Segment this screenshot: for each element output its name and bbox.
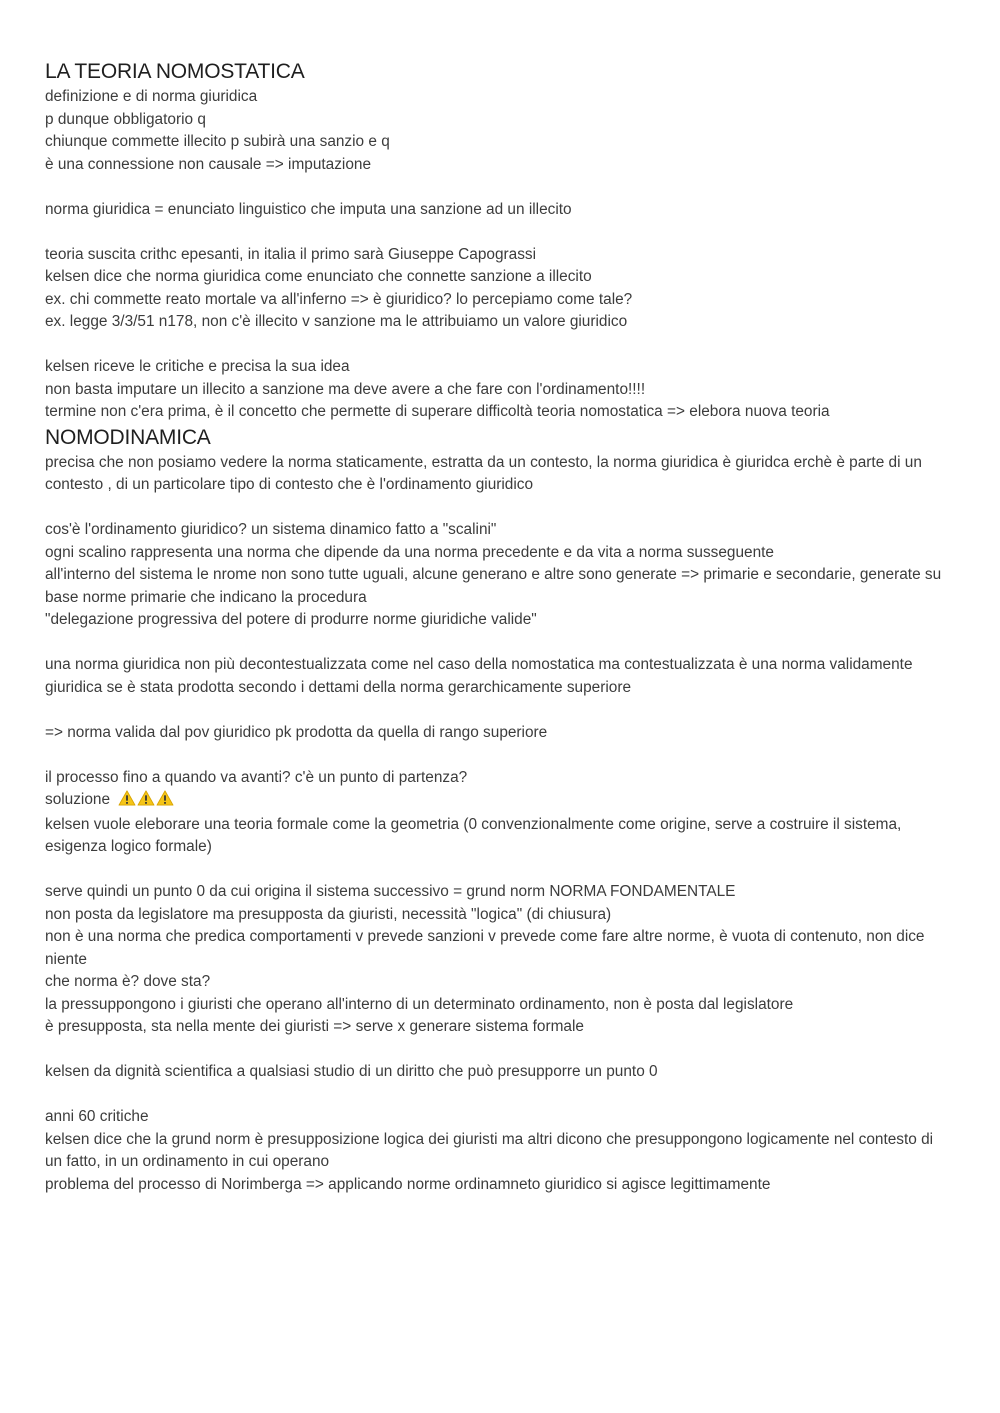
text-line: p dunque obbligatorio q — [45, 110, 206, 128]
document-page — [45, 58, 945, 1196]
text-line: kelsen riceve le critiche e precisa la sua idea — [45, 358, 350, 375]
text-line: serve quindi un punto 0 da cui origina il sistema successivo = grund norm NORMA FONDAMENTALE — [45, 883, 736, 900]
section-body-nomodinamica-part1 — [45, 452, 945, 790]
blank-line — [45, 176, 945, 199]
text-line: all'interno del sistema le nrome non sono tutte uguali, alcune generano e altre sono generate => primarie e secondarie, generate su base norme primarie che indicano la procedura — [45, 566, 942, 606]
warning-icons — [118, 790, 175, 814]
text-line: non posta da legislatore ma presupposta da giuristi, necessità "logica" (di chiusura) — [45, 905, 612, 923]
text-line: definizione e di norma giuridica — [45, 88, 258, 105]
text-line: la pressuppongono i giuristi che operano all'interno di un determinato ordinamento, non è posta dal legislatore — [45, 995, 794, 1013]
text-line: una norma giuridica non più decontestualizzata come nel caso della nomostatica ma contestualizzata è una norma validamente giuridica se è stata prodotta secondo i dettami della norma gerarchicamente superiore — [45, 656, 913, 696]
section-title-nomostatica: LA TEORIA NOMOSTATICA — [45, 60, 305, 83]
text-line: chiunque commette illecito p subirà una sanzio e q — [45, 133, 390, 150]
text-line: non è una norma che predica comportamenti v prevede sanzioni v prevede come fare altre norme, è vuota di contenuto, non dice niente — [45, 928, 925, 968]
text-line: kelsen da dignità scientifica a qualsiasi studio di un diritto che può presupporre un punto 0 — [45, 1063, 658, 1080]
warning-icon — [118, 790, 136, 806]
blank-line — [45, 859, 945, 882]
text-line: cos'è l'ordinamento giuridico? un sistema dinamico fatto a "scalini" — [45, 521, 497, 538]
text-line: teoria suscita crithc epesanti, in italia il primo sarà Giuseppe Capograssi — [45, 245, 537, 263]
section-body-nomodinamica-part2 — [45, 814, 945, 1197]
text-line: è una connessione non causale => imputazione — [45, 155, 372, 173]
warning-icon — [137, 790, 155, 806]
text-line: "delegazione progressiva del potere di produrre norme giuridiche valide" — [45, 611, 537, 628]
text-line: kelsen dice che norma giuridica come enunciato che connette sanzione a illecito — [45, 268, 592, 285]
text-line: precisa che non posiamo vedere la norma staticamente, estratta da un contesto, la norma giuridica è giuridca erchè è parte di un contesto , di un particolare tipo di contesto che è l'ordinamento giuridico — [45, 453, 922, 493]
warning-icon — [156, 790, 174, 806]
blank-line — [45, 334, 945, 357]
blank-line — [45, 632, 945, 655]
text-line: kelsen dice che la grund norm è presupposizione logica dei giuristi ma altri dicono che presuppongono logicamente nel contesto di un fatto, in un ordinamento in cui operano — [45, 1130, 934, 1170]
text-line: ex. chi commette reato mortale va all'inferno => è giuridico? lo percepiamo come tale? — [45, 290, 633, 308]
text-line: ogni scalino rappresenta una norma che dipende da una norma precedente e da vita a norma susseguente — [45, 543, 774, 561]
blank-line — [45, 1084, 945, 1107]
blank-line — [45, 497, 945, 520]
blank-line — [45, 1039, 945, 1062]
section-body-nomostatica — [45, 86, 945, 424]
text-line: è presupposta, sta nella mente dei giuristi => serve x generare sistema formale — [45, 1018, 584, 1035]
text-line: norma giuridica = enunciato linguistico che imputa una sanzione ad un illecito — [45, 200, 572, 218]
text-line: ex. legge 3/3/51 n178, non c'è illecito v sanzione ma le attribuiamo un valore giuridico — [45, 313, 628, 330]
text-line: => norma valida dal pov giuridico pk prodotta da quella di rango superiore — [45, 723, 548, 741]
blank-line — [45, 744, 945, 767]
section-title-nomodinamica: NOMODINAMICA — [45, 425, 211, 449]
soluzione-label: soluzione — [45, 791, 111, 808]
text-line: anni 60 critiche — [45, 1108, 149, 1125]
text-line: non basta imputare un illecito a sanzione ma deve avere a che fare con l'ordinamento!!!! — [45, 380, 646, 398]
text-line: il processo fino a quando va avanti? c'è un punto di partenza? — [45, 768, 468, 786]
blank-line — [45, 221, 945, 244]
text-line: che norma è? dove sta? — [45, 973, 211, 990]
text-line: problema del processo di Norimberga => applicando norme ordinamneto giuridico si agisce legittimamente — [45, 1175, 771, 1193]
blank-line — [45, 699, 945, 722]
soluzione-line — [45, 789, 945, 814]
text-line: kelsen vuole eleborare una teoria formale come la geometria (0 convenzionalmente come origine, serve a costruire il sistema, esigenza logico formale) — [45, 815, 902, 855]
text-line: termine non c'era prima, è il concetto che permette di superare difficoltà teoria nomostatica => elebora nuova teoria — [45, 403, 830, 420]
